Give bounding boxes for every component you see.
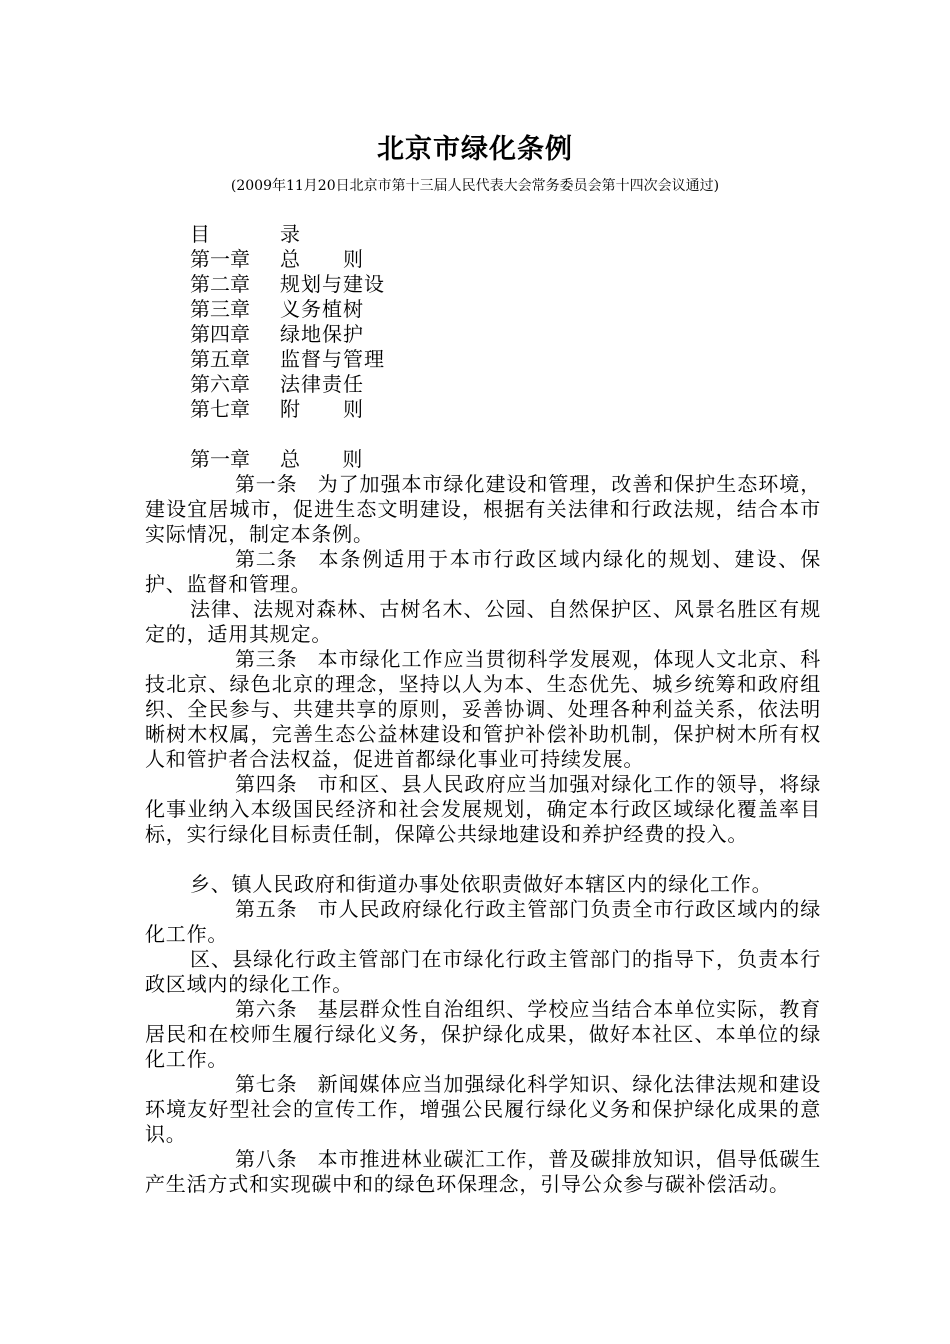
toc-heading — [190, 222, 385, 247]
toc-item-name: 义务植树 — [280, 297, 364, 321]
toc-item-number: 第七章 — [190, 397, 250, 421]
article-label: 第六条 — [235, 997, 298, 1021]
toc-item[interactable] — [190, 347, 385, 372]
toc-heading-char-2: 录 — [280, 222, 300, 246]
chapter-name: 总 则 — [280, 447, 364, 471]
toc-item-number: 第二章 — [190, 272, 250, 296]
toc-item-name: 规划与建设 — [280, 272, 385, 296]
toc-item[interactable] — [190, 397, 385, 422]
article-text: 本市推进林业碳汇工作，普及碳排放知识，倡导低碳生产生活方式和实现碳中和的绿色环保理念，引导公众参与碳补偿活动。 — [145, 1147, 821, 1196]
article-paragraph — [145, 1147, 821, 1197]
toc-heading-char-1: 目 — [190, 222, 210, 246]
document-subtitle: (2009年11月20日北京市第十三届人民代表大会常务委员会第十四次会议通过) — [230, 178, 720, 194]
article-subparagraph — [145, 947, 821, 997]
article-subparagraph — [145, 872, 821, 897]
article-text: 为了加强本市绿化建设和管理，改善和保护生态环境，建设宜居城市，促进生态文明建设，根据有关法律和行政法规，结合本市实际情况，制定本条例。 — [145, 472, 821, 546]
article-paragraph — [145, 897, 821, 947]
article-text: 法律、法规对森林、古树名木、公园、自然保护区、风景名胜区有规定的，适用其规定。 — [145, 597, 821, 646]
document-title: 北京市绿化条例 — [377, 134, 573, 165]
article-text: 本条例适用于本市行政区域内绿化的规划、建设、保护、监督和管理。 — [145, 547, 821, 596]
chapter-heading — [145, 447, 821, 472]
table-of-contents — [190, 222, 385, 422]
article-text: 市和区、县人民政府应当加强对绿化工作的领导，将绿化事业纳入本级国民经济和社会发展规划，确定本行政区域绿化覆盖率目标，实行绿化目标责任制，保障公共绿地建设和养护经费的投入。 — [145, 772, 821, 846]
article-paragraph — [145, 1072, 821, 1147]
toc-item-name: 法律责任 — [280, 372, 364, 396]
toc-item[interactable] — [190, 272, 385, 297]
document-body — [145, 447, 821, 1197]
article-text: 乡、镇人民政府和街道办事处依职责做好本辖区内的绿化工作。 — [190, 872, 773, 896]
toc-item[interactable] — [190, 247, 385, 272]
article-text: 区、县绿化行政主管部门在市绿化行政主管部门的指导下，负责本行政区域内的绿化工作。 — [145, 947, 821, 996]
toc-item[interactable] — [190, 297, 385, 322]
toc-item-number: 第四章 — [190, 322, 250, 346]
article-label: 第一条 — [235, 472, 298, 496]
toc-item-number: 第六章 — [190, 372, 250, 396]
article-text: 基层群众性自治组织、学校应当结合本单位实际，教育居民和在校师生履行绿化义务，保护绿化成果，做好本社区、本单位的绿化工作。 — [145, 997, 821, 1071]
article-label: 第八条 — [235, 1147, 298, 1171]
article-label: 第二条 — [235, 547, 298, 571]
article-label: 第五条 — [235, 897, 298, 921]
article-label: 第四条 — [235, 772, 298, 796]
article-paragraph — [145, 997, 821, 1072]
chapter-number: 第一章 — [190, 447, 250, 471]
article-text: 新闻媒体应当加强绿化科学知识、绿化法律法规和建设环境友好型社会的宣传工作，增强公民履行绿化义务和保护绿化成果的意识。 — [145, 1072, 821, 1146]
article-paragraph — [145, 772, 821, 847]
toc-item-name: 监督与管理 — [280, 347, 385, 371]
toc-item-name: 绿地保护 — [280, 322, 364, 346]
chapter-paragraphs — [145, 472, 821, 1197]
toc-item-number: 第五章 — [190, 347, 250, 371]
article-text: 市人民政府绿化行政主管部门负责全市行政区域内的绿化工作。 — [145, 897, 821, 946]
toc-item-name: 附 则 — [280, 397, 364, 421]
article-text: 本市绿化工作应当贯彻科学发展观，体现人文北京、科技北京、绿色北京的理念，坚持以人为本、生态优先、城乡统筹和政府组织、全民参与、共建共享的原则，妥善协调、处理各种利益关系，依法明晰树木权属，完善生态公益林建设和管护补偿补助机制，保护树木所有权人和管护者合法权益，促进首都绿化事业可持续发展。 — [145, 647, 821, 771]
article-paragraph — [145, 547, 821, 597]
paragraph-gap — [145, 847, 821, 872]
toc-item-name: 总 则 — [280, 247, 364, 271]
article-paragraph — [145, 647, 821, 772]
toc-item[interactable] — [190, 372, 385, 397]
toc-item-number: 第三章 — [190, 297, 250, 321]
article-subparagraph — [145, 597, 821, 647]
toc-item[interactable] — [190, 322, 385, 347]
article-paragraph — [145, 472, 821, 547]
article-label: 第三条 — [235, 647, 298, 671]
article-label: 第七条 — [235, 1072, 298, 1096]
toc-item-number: 第一章 — [190, 247, 250, 271]
